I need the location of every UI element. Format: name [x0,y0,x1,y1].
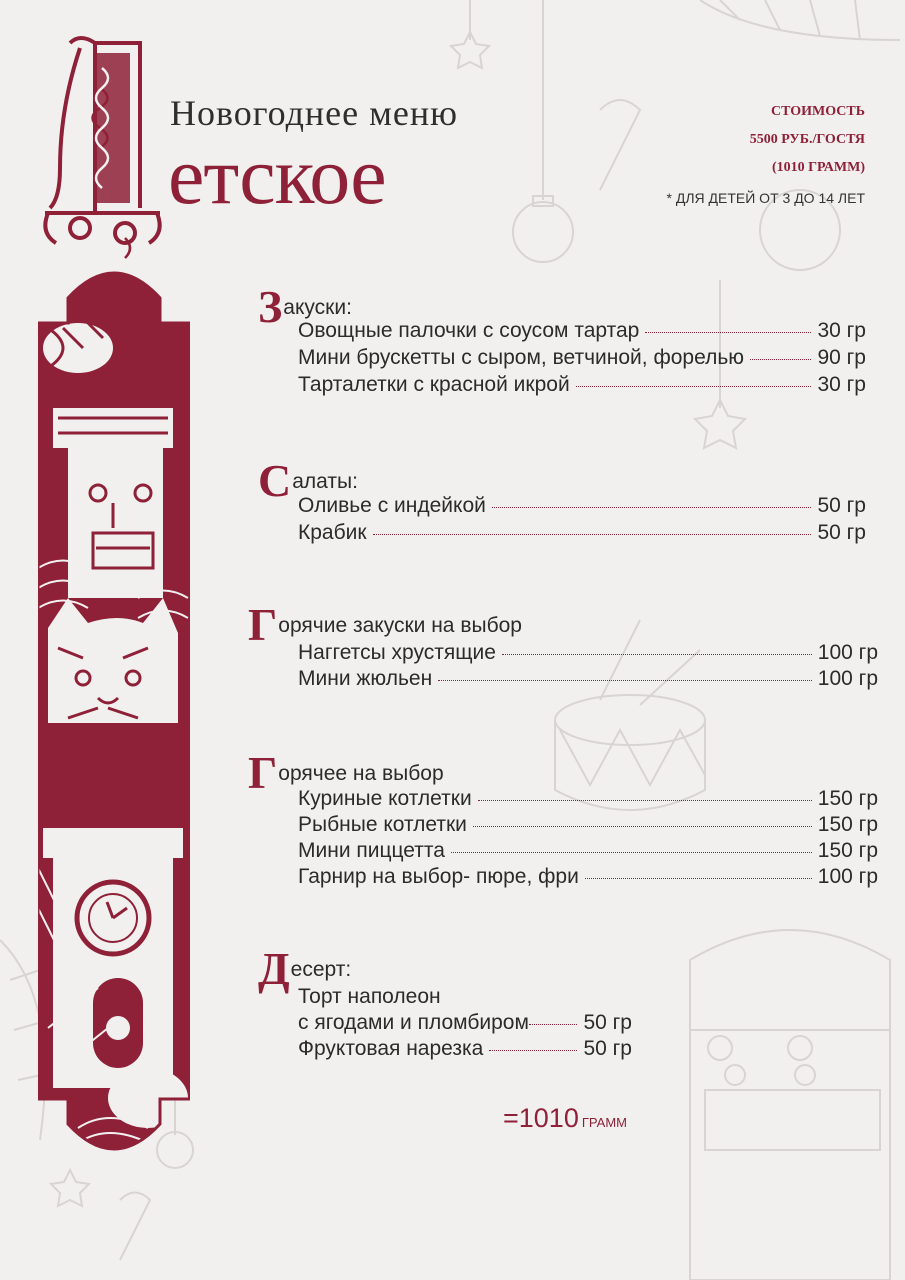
section-initial: Г [248,747,278,798]
menu-item [298,666,878,692]
menu-item-name: Оливье с индейкой [298,494,486,517]
menu-title-main: етское [168,130,386,221]
price-block [750,98,865,182]
dotted-leader [585,878,812,879]
menu-item [298,345,866,371]
section-title-hot [248,747,444,798]
menu-item-weight: 30 гр [817,319,866,342]
menu-item-name: Наггетсы хрустящие [298,641,496,664]
dotted-leader [492,507,812,508]
section-title-snacks [258,281,352,332]
total-weight-unit: ГРАММ [581,1115,628,1130]
menu-item-name: Гарнир на выбор- пюре, фри [298,865,579,888]
dotted-leader [750,359,811,360]
section-title-dessert [258,943,352,994]
dotted-leader [489,1050,577,1051]
dotted-leader [576,386,812,387]
menu-item-name: Рыбные котлетки [298,813,467,836]
menu-item-name: Фруктовая нарезка [298,1037,484,1060]
price-label: СТОИМОСТЬ [770,104,865,119]
menu-item [298,1010,632,1036]
menu-item-name: Куриные котлетки [298,787,472,810]
menu-item-weight: 90 гр [817,346,866,369]
menu-item-weight: 150 гр [817,839,878,862]
menu-item-weight: 50 гр [817,494,866,517]
age-note: * ДЛЯ ДЕТЕЙ ОТ 3 ДО 14 ЛЕТ [666,190,865,206]
menu-item-name: Мини брускетты с сыром, ветчиной, форелью [298,346,745,369]
section-title-text: есерт: [290,958,352,981]
section-initial: Г [248,599,278,650]
menu-item-weight: 100 гр [817,667,878,690]
menu-item-name: Овощные палочки с соусом тартар [298,319,640,342]
menu-item [298,640,878,666]
menu-item [298,493,866,519]
section-title-text: акуски: [283,296,352,319]
dotted-leader [473,826,812,827]
menu-item [298,520,866,546]
menu-item-weight: 150 гр [817,813,878,836]
menu-item-weight: 100 гр [817,865,878,888]
nutcracker-illustration-panel [38,268,190,1154]
total-weight [503,1103,627,1134]
menu-item [298,838,878,864]
menu-item-name: Крабик [298,521,367,544]
menu-item-name: Тарталетки с красной икрой [298,373,570,396]
section-title-text: алаты: [292,470,358,493]
section-initial: С [258,455,292,506]
menu-item-name: Торт наполеон [298,985,441,1008]
menu-item-weight: 150 гр [817,787,878,810]
decorative-initial-d [40,28,165,260]
menu-title-top: Новогоднее меню [170,93,459,133]
section-title-text: орячее на выбор [278,762,444,785]
section-initial: З [258,281,283,332]
menu-item [298,1036,632,1062]
menu-item-weight: 30 гр [817,373,866,396]
section-title-salads [258,455,358,506]
price-value: 5500 РУБ./ГОСТЯ [749,132,865,147]
section-title-text: орячие закуски на выбор [278,614,522,637]
dotted-leader [438,680,812,681]
section-initial: Д [258,943,290,994]
menu-item-weight: 50 гр [583,1011,632,1034]
dotted-leader [478,800,812,801]
menu-item [298,812,878,838]
menu-item [298,318,866,344]
section-title-hot-snacks [248,599,522,650]
total-weight-note: (1010 ГРАММ) [771,160,865,175]
menu-item-weight: 100 гр [817,641,878,664]
total-weight-value: =1010 [503,1103,579,1133]
menu-item-weight: 50 гр [817,521,866,544]
menu-item-name: Мини жюльен [298,667,433,690]
menu-item-weight: 50 гр [583,1037,632,1060]
dotted-leader [451,852,812,853]
menu-item [298,786,878,812]
menu-item [298,864,878,890]
menu-item [298,372,866,398]
dotted-leader [645,332,811,333]
dotted-leader [502,654,812,655]
menu-item-name: с ягодами и пломбиром [298,1011,529,1034]
menu-item-name: Мини пиццетта [298,839,445,862]
dotted-leader [373,534,812,535]
dotted-leader [529,1024,578,1025]
